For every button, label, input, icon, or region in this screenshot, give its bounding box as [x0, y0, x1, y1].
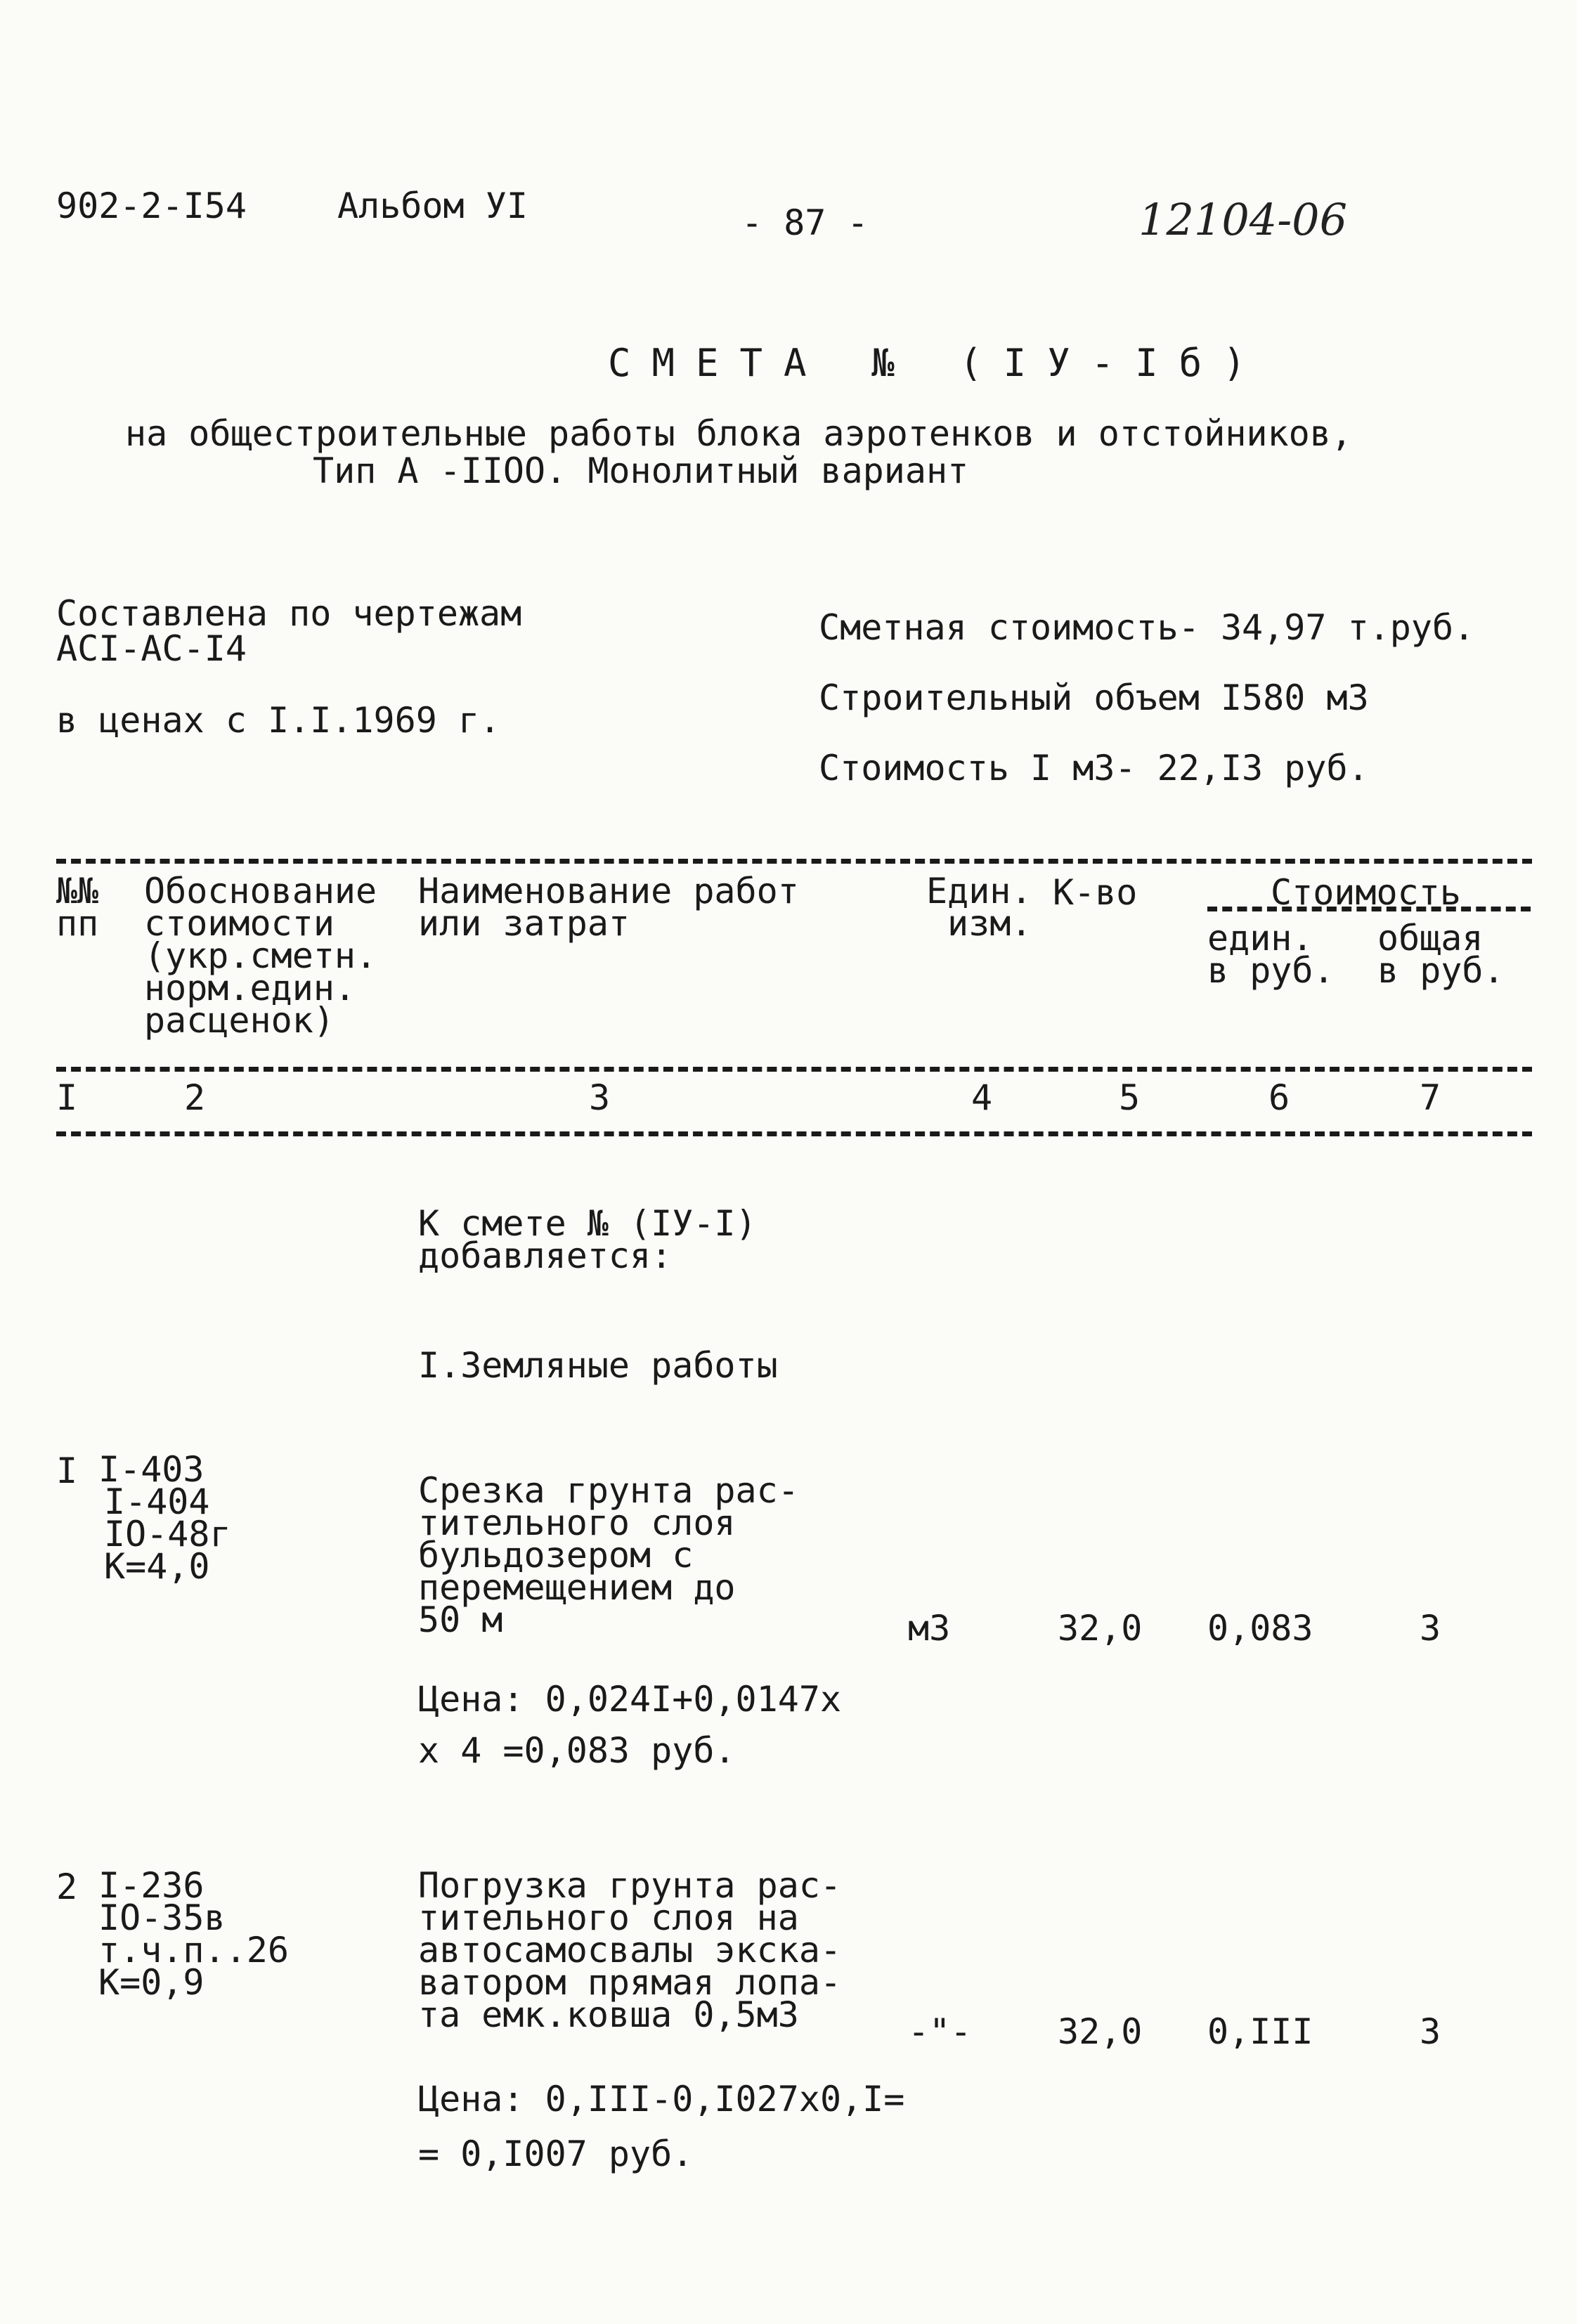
- cost-per-m3: Стоимость I м3- 22,I3 руб.: [819, 748, 1369, 788]
- section-title: I.Земляные работы: [418, 1345, 778, 1386]
- header-col4: Един. изм.: [926, 871, 1032, 944]
- subtitle-line-1: на общестроительные работы блока аэротенков и отстойников,: [125, 413, 1352, 454]
- row-2-price-line-2: = 0,I007 руб.: [418, 2134, 694, 2174]
- row-1-number: I: [56, 1450, 78, 1491]
- drawings-line-2: АСI-АС-I4: [56, 628, 247, 669]
- row-2-quantity: 32,0: [1058, 2011, 1143, 2052]
- construction-volume: Строительный объем I580 м3: [819, 677, 1369, 718]
- header-cost-group: Стоимость: [1271, 872, 1461, 913]
- row-2-total: 3: [1420, 2011, 1441, 2052]
- document-number: 902-2-I54: [56, 186, 247, 226]
- row-2-work-name: Погрузка грунта рас- тительного слоя на автосамосвалы экска- ватором прямая лопа- та емк.ковша 0,5м3: [418, 1865, 842, 2035]
- row-1-price-line-2: х 4 =0,083 руб.: [418, 1730, 736, 1771]
- table-top-rule: [56, 859, 1532, 864]
- subtitle-line-2: Тип А -IIOO. Монолитный вариант: [313, 450, 969, 491]
- row-1-unit: м3: [908, 1608, 951, 1649]
- header-col1: №№ пп: [56, 871, 99, 944]
- estimated-cost: Сметная стоимость- 34,97 т.руб.: [819, 607, 1475, 648]
- row-1-quantity: 32,0: [1058, 1608, 1143, 1649]
- row-1-unit-cost: 0,083: [1207, 1608, 1313, 1649]
- column-number-2: 2: [184, 1077, 206, 1118]
- price-basis: в ценах с I.I.1969 г.: [56, 700, 501, 741]
- row-1-work-name: Срезка грунта рас- тительного слоя бульдозером с перемещением до 50 м: [418, 1470, 799, 1640]
- header-col6: един. в руб.: [1207, 918, 1335, 991]
- column-number-1: I: [56, 1077, 78, 1118]
- row-2-unit: -"-: [908, 2011, 972, 2052]
- row-1-price-line-1: Цена: 0,024I+0,0147х: [418, 1679, 842, 1720]
- page-number: - 87 -: [741, 202, 869, 243]
- handwritten-code: 12104-06: [1138, 194, 1348, 245]
- row-2-basis: I-236 IO-35в т.ч.п..26 К=0,9: [98, 1865, 289, 2003]
- row-2-unit-cost: 0,III: [1207, 2011, 1313, 2052]
- column-number-4: 4: [971, 1077, 993, 1118]
- column-number-5: 5: [1119, 1077, 1141, 1118]
- numbers-bottom-rule: [56, 1131, 1532, 1136]
- row-2-price-line-1: Цена: 0,III-0,I027х0,I=: [418, 2079, 905, 2119]
- header-col7: общая в руб.: [1377, 918, 1505, 991]
- column-number-3: 3: [589, 1077, 611, 1118]
- estimate-title: СМЕТА № (IУ-Iб): [608, 341, 1267, 385]
- header-bottom-rule: [56, 1067, 1532, 1072]
- header-col5: К-во: [1053, 872, 1138, 913]
- row-1-basis: I-403 I-404 IO-48г К=4,0: [98, 1449, 231, 1587]
- column-number-7: 7: [1420, 1077, 1441, 1118]
- row-2-number: 2: [56, 1867, 78, 1907]
- row-1-total: 3: [1420, 1608, 1441, 1649]
- album-label: Альбом УI: [337, 186, 528, 226]
- header-col3: Наименование работ или затрат: [418, 871, 799, 944]
- cost-group-rule: [1207, 907, 1531, 911]
- drawings-line-1: Составлена по чертежам: [56, 593, 522, 634]
- header-col2: Обоснование стоимости (укр.сметн. норм.един. расценок): [144, 871, 377, 1041]
- column-number-6: 6: [1268, 1077, 1290, 1118]
- addition-note: К смете № (IУ-I) добавляется:: [418, 1203, 757, 1276]
